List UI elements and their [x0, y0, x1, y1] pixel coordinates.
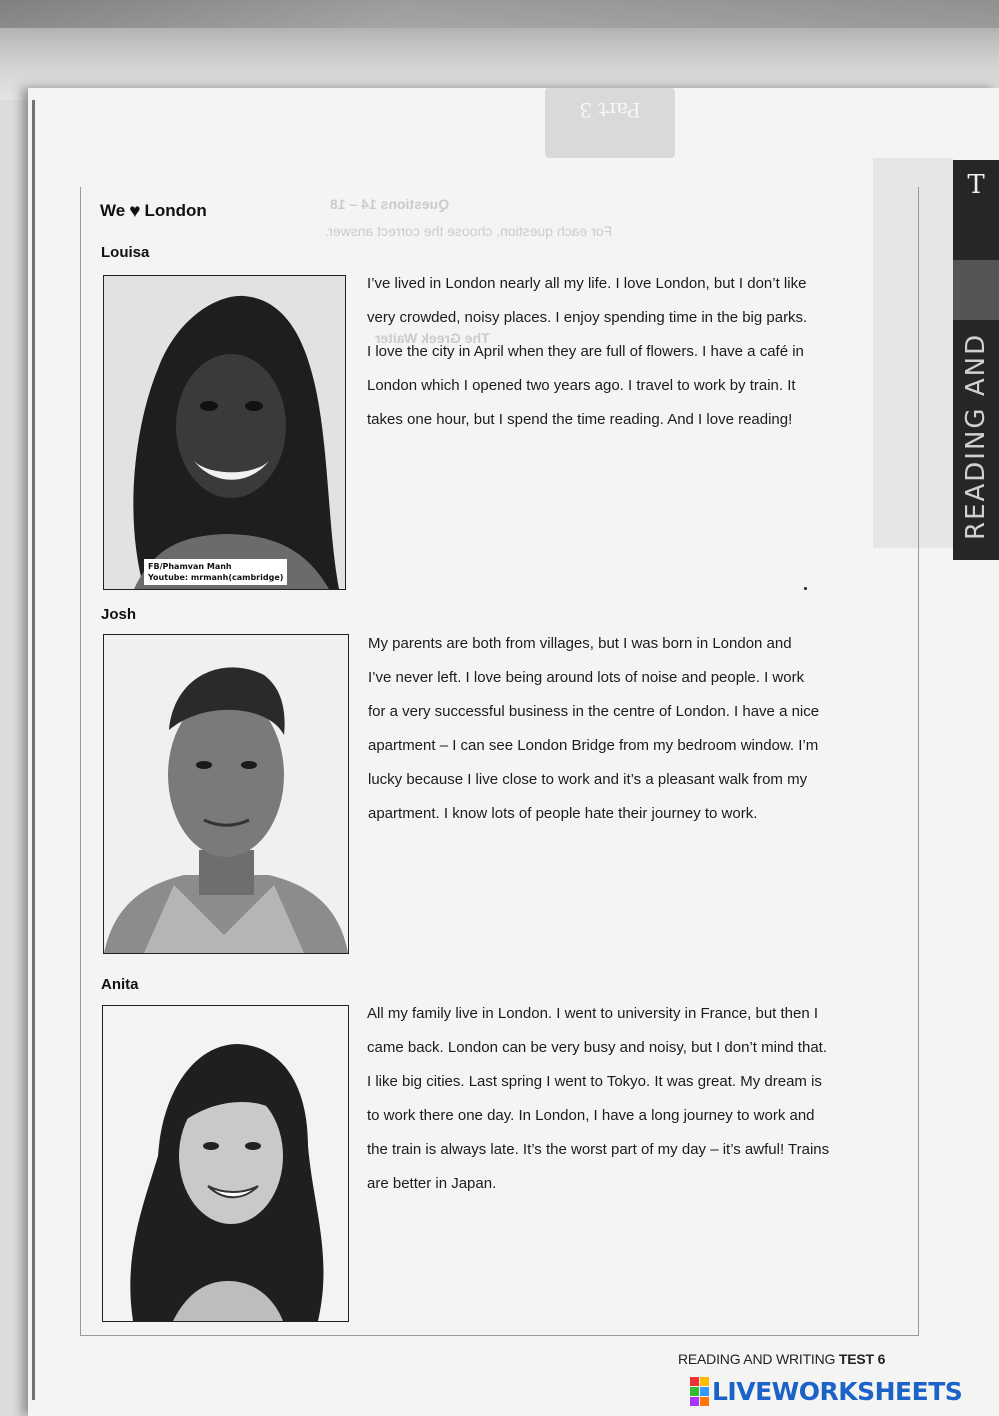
photo-credit-line-2: Youtube: mrmanh(cambridge)	[148, 573, 284, 582]
side-tab-vertical-text: READING AND	[961, 332, 991, 540]
person-name-anita: Anita	[101, 976, 139, 993]
page-edge	[32, 100, 35, 1400]
footer-section: READING AND WRITING	[678, 1351, 836, 1367]
photo-anita	[102, 1005, 349, 1322]
heart-icon: ♥	[129, 200, 141, 222]
person-name-louisa: Louisa	[101, 244, 150, 261]
logo-grid-icon	[690, 1377, 709, 1406]
text-line: very crowded, noisy places. I enjoy spending time in the big parks.	[367, 309, 808, 326]
paragraph-josh	[368, 627, 888, 831]
text-line: to work there one day. In London, I have a long journey to work and	[367, 1107, 815, 1124]
text-line: takes one hour, but I spend the time reading. And I love reading!	[367, 411, 793, 428]
photo-credit-line-1: FB/Phamvan Manh	[148, 562, 232, 571]
scan-shadow	[0, 0, 999, 100]
logo-text: LIVEWORKSHEETS	[712, 1377, 963, 1406]
text-line: My parents are both from villages, but I was born in London and	[368, 635, 792, 652]
title-text-end: London	[144, 201, 207, 220]
text-line: I like big cities. Last spring I went to Tokyo. It was great. My dream is	[367, 1073, 822, 1090]
portrait-woman-icon	[104, 276, 345, 589]
bleed-through-heading: Questions 14 – 18	[330, 196, 450, 212]
title-text-start: We	[100, 201, 126, 220]
text-line: the train is always late. It’s the worst part of my day – it’s awful! Trains	[367, 1141, 830, 1158]
text-line: All my family live in London. I went to university in France, but then I	[367, 1005, 819, 1022]
paragraph-louisa	[367, 267, 887, 437]
speck	[804, 587, 807, 590]
side-tab-letter: T	[967, 170, 985, 200]
footer-test-number: TEST 6	[838, 1351, 886, 1367]
part-tab-bleed	[545, 88, 675, 158]
text-line: I’ve never left. I love being around lots of noise and people. I work	[368, 669, 805, 686]
liveworksheets-logo[interactable]	[690, 1377, 962, 1406]
paragraph-anita	[367, 997, 907, 1201]
photo-credit	[144, 559, 287, 585]
text-line: London which I opened two years ago. I travel to work by train. It	[367, 377, 796, 394]
portrait-woman-icon	[103, 1006, 348, 1321]
bleed-through-instruction: For each question, choose the correct answer.	[325, 223, 613, 239]
bleed-through-title: The Greek Waiter	[375, 330, 490, 346]
text-line: are better in Japan.	[367, 1175, 497, 1192]
photo-josh	[103, 634, 349, 954]
side-tab-band	[953, 260, 999, 320]
portrait-man-icon	[104, 635, 348, 953]
text-line: apartment – I can see London Bridge from my bedroom window. I’m	[368, 737, 819, 754]
text-line: for a very successful business in the centre of London. I have a nice	[368, 703, 820, 720]
part-tab-label: Part 3	[579, 98, 641, 122]
text-line: I’ve lived in London nearly all my life. I love London, but I don’t like	[367, 275, 807, 292]
text-line: I love the city in April when they are full of flowers. I have a café in	[367, 343, 804, 360]
page-title	[100, 201, 207, 221]
text-line: came back. London can be very busy and noisy, but I don’t mind that.	[367, 1039, 827, 1056]
page-footer	[678, 1351, 885, 1367]
text-line: apartment. I know lots of people hate their journey to work.	[368, 805, 758, 822]
section-side-tab	[953, 160, 999, 560]
photo-louisa	[103, 275, 346, 590]
person-name-josh: Josh	[101, 606, 137, 623]
text-line: lucky because I live close to work and it’s a pleasant walk from my	[368, 771, 808, 788]
